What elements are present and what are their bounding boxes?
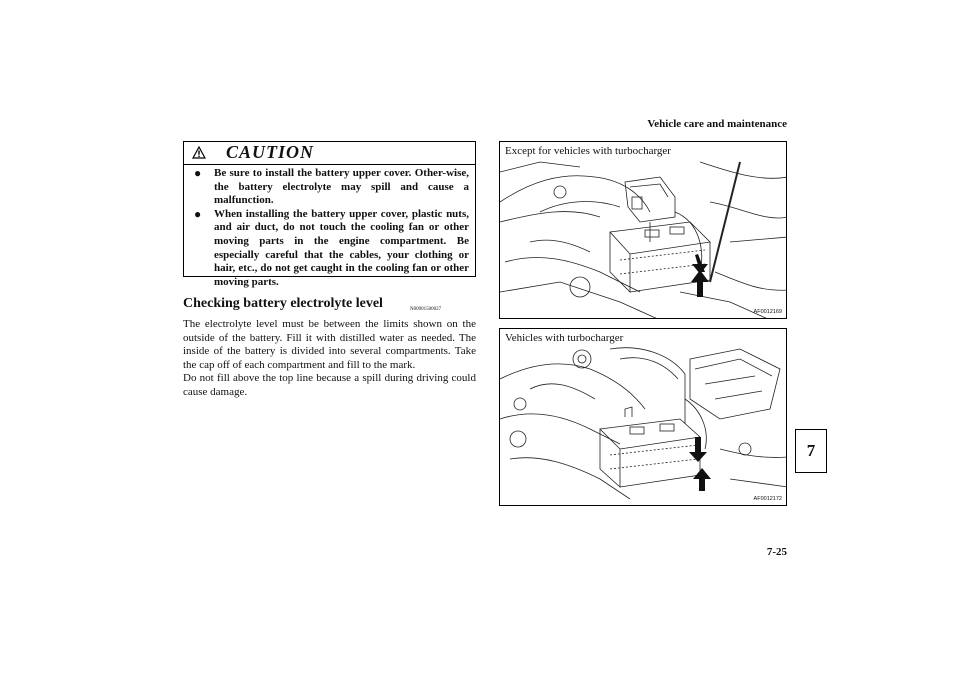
section-body: [183, 318, 476, 400]
battery-illustration: [500, 329, 787, 506]
caution-item: [192, 167, 469, 208]
figure-code: AF0012172: [753, 496, 782, 502]
bullet-icon: ●: [194, 166, 202, 180]
caution-body: [184, 165, 475, 289]
chapter-tab: 7: [795, 429, 827, 473]
body-paragraph: Do not fill above the top line because a spill during driving could cause damage.: [183, 372, 476, 398]
warning-triangle-icon: [192, 146, 206, 159]
figure-battery-standard: [499, 141, 787, 319]
section-heading: Checking battery electrolyte level: [183, 296, 383, 311]
caution-item-text: When installing the battery upper cover, plastic nuts, and air duct, do not touch the cooling fan or other moving parts in the engine compartment. Be especially careful that the cables, your clothing or hair, etc., do not get caught in the cooling fan or other moving parts.: [214, 207, 469, 288]
body-paragraph: The electrolyte level must be between the limits shown on the outside of the battery. Fill it with distilled water as needed. The inside of the battery is divided into several compartments. Take the cap off of each compartment and fill to the mark.: [183, 318, 476, 371]
figure-caption: Vehicles with turbocharger: [505, 332, 624, 344]
battery-illustration: [500, 142, 787, 319]
caution-item: [192, 208, 469, 290]
section-code: N00901500027: [410, 307, 442, 312]
caution-label: CAUTION: [226, 142, 315, 162]
page-number: 7-25: [766, 546, 787, 558]
caution-box: [183, 141, 476, 288]
figure-battery-turbo: [499, 328, 787, 506]
running-header: Vehicle care and maintenance: [647, 118, 787, 130]
caution-header: [184, 142, 475, 165]
caution-item-text: Be sure to install the battery upper cover. Other-wise, the battery electrolyte may spill and cause a malfunction.: [214, 167, 469, 207]
bullet-icon: ●: [194, 206, 202, 221]
figure-code: AF0012169: [753, 309, 782, 315]
figure-caption: Except for vehicles with turbocharger: [505, 145, 671, 157]
